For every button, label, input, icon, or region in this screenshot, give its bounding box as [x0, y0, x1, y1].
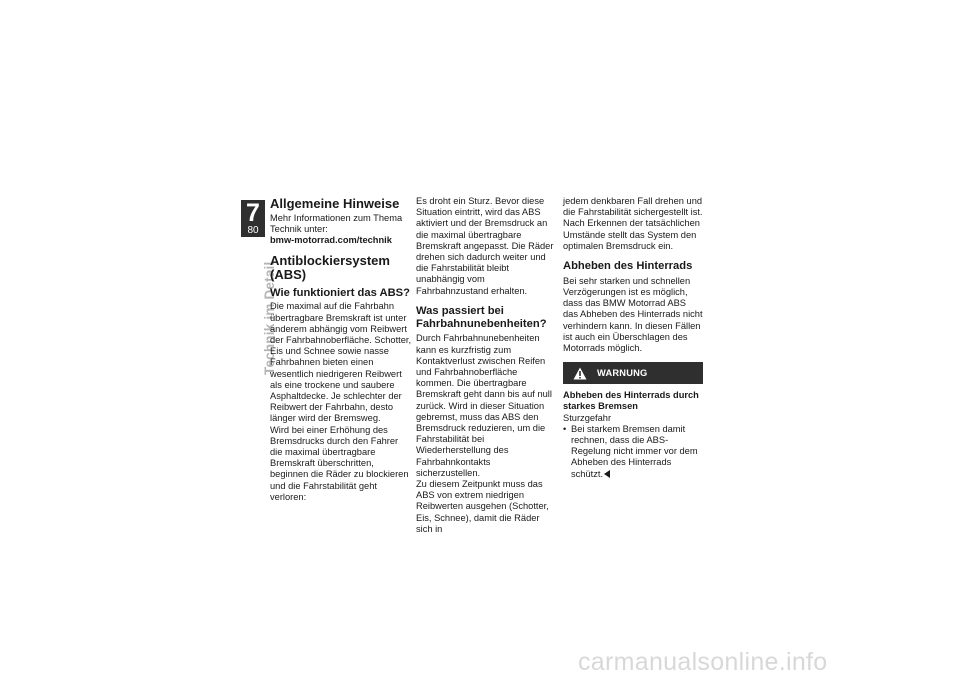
- heading-abs: Antiblockiersystem (ABS): [270, 252, 390, 283]
- warning-banner: [563, 362, 703, 384]
- heading-rear-wheel-lift: Abheben des Hinterrads: [563, 260, 693, 273]
- column-1: [270, 196, 412, 503]
- chapter-title: Technik im Detail: [262, 261, 277, 375]
- warning-triangle-icon: [563, 367, 597, 380]
- paragraph-optimal-pressure: jedem denkbaren Fall drehen und die Fahrstabilität sichergestellt ist. Nach Erkennen der tatsächlichen Umstände stellt das System den optimalen Bremsdruck ein.: [563, 196, 703, 251]
- more-info-text: Mehr Informationen zum Thema Technik unter:: [270, 213, 403, 235]
- paragraph-low-friction: Zu diesem Zeitpunkt muss das ABS von extrem niedrigen Reibwerten ausgehen (Schotter, Eis, Schnee), damit die Räder sich in: [416, 479, 549, 534]
- chapter-tab: [241, 200, 265, 237]
- watermark: carmanualsonline.info: [578, 648, 828, 676]
- warning-bullet: [563, 424, 703, 480]
- bullet-text: Bei starkem Bremsen damit rechnen, dass die ABS-Regelung nicht immer vor dem Abheben des Hinterrads schützt.: [571, 423, 698, 479]
- heading-general-notes: Allgemeine Hinweise: [270, 196, 400, 211]
- paragraph-friction: Die maximal auf die Fahrbahn übertragbare Bremskraft ist unter anderem abhängig vom Reibwert der Fahrbahnoberfläche. Schotter, Eis und Schnee sowie nasse Fahrbahnen bieten einen wesentlich niedrigeren Reibwert als eine trockene und saubere Asphaltdecke. Je schlechter der Reibwert der Fahrbahn, desto länger wird der Bremsweg.: [270, 301, 412, 424]
- paragraph-contact-loss: Durch Fahrbahnunebenheiten kann es kurzfristig zum Kontaktverlust zwischen Reifen und Fahrbahnoberfläche kommen. Die übertragbare Bremskraft geht dann bis auf null zurück. Wird in dieser Situation gebremst, muss das ABS den Bremsdruck reduzieren, um die Fahrstabilität bei Wiederherstellung des Fahrbahnkontakts sicherzustellen.: [416, 333, 552, 478]
- bullet-mark: •: [563, 423, 567, 434]
- paragraph-rear-wheel-lift: Bei sehr starken und schnellen Verzögerungen ist es möglich, dass das BMW Motorrad ABS das Abheben des Hinterrads nicht verhindern kann. In diesen Fällen ist auch ein Überschlagen des Motorrads möglich.: [563, 275, 703, 354]
- paragraph-abs-activation: Es droht ein Sturz. Bevor diese Situation eintritt, wird das ABS aktiviert und der Bremsdruck an die maximal übertragbare Bremskraft angepasst. Die Räder drehen sich dadurch weiter und die Fahrstabilität bleibt unabhängig vom Fahrbahnzustand erhalten.: [416, 196, 554, 296]
- bullet-text-wrap: [571, 424, 703, 480]
- warning-title: Abheben des Hinterrads durch starkes Bremsen: [563, 390, 699, 412]
- page-number: 80: [247, 225, 259, 236]
- warning-risk: Sturzgefahr: [563, 412, 612, 423]
- column-3: [563, 196, 703, 480]
- heading-road-unevenness: Was passiert bei Fahrbahnunebenheiten?: [416, 304, 547, 330]
- warning-label: WARNUNG: [597, 367, 648, 378]
- technology-link[interactable]: bmw-motorrad.com/technik: [270, 235, 392, 246]
- heading-how-abs-works: Wie funktioniert das ABS?: [270, 286, 410, 299]
- paragraph-brake-pressure: Wird bei einer Erhöhung des Bremsdrucks durch den Fahrer die maximal übertragbare Bremskraft überschritten, beginnen die Räder zu blockieren und die Fahrstabilität geht verloren:: [270, 424, 409, 502]
- chapter-number: 7: [246, 199, 260, 227]
- column-2: [416, 196, 556, 535]
- end-of-section-icon: [604, 470, 610, 478]
